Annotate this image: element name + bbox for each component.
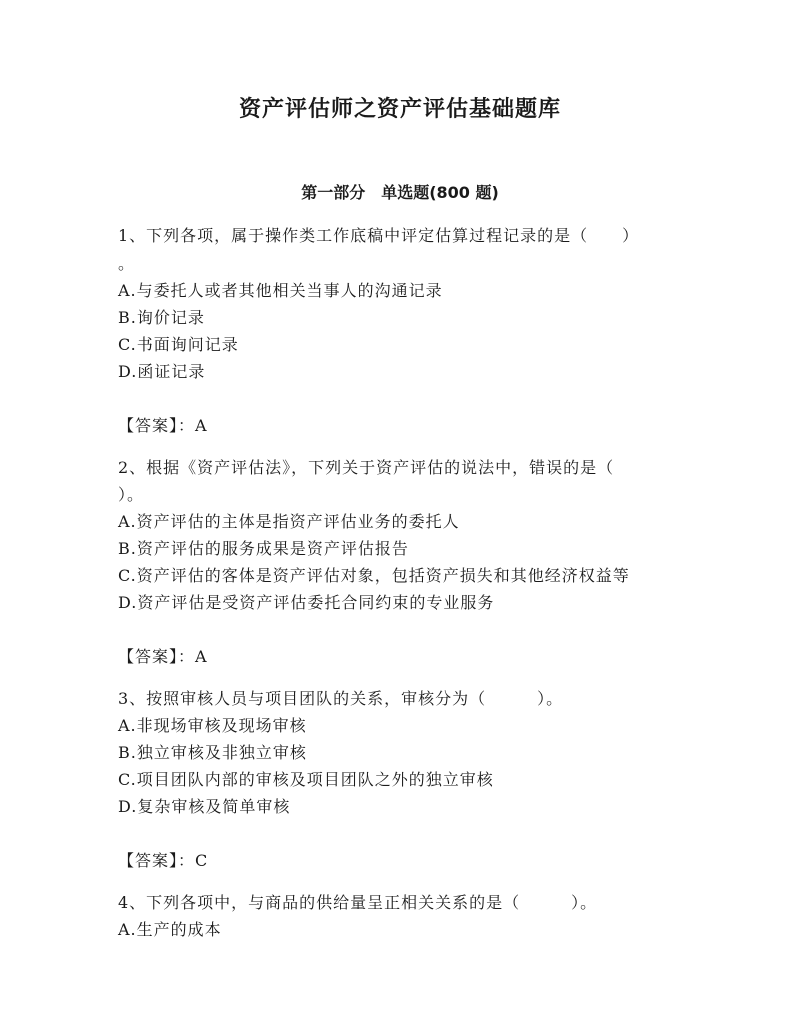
question-1-option-d: D.函证记录 [118,362,206,381]
question-4-stem: 4、下列各项中，与商品的供给量呈正相关关系的是（ ）。 [118,893,598,912]
question-3-option-c: C.项目团队内部的审核及项目团队之外的独立审核 [118,770,494,789]
question-2-option-b: B.资产评估的服务成果是资产评估报告 [118,539,409,558]
question-1-option-a: A.与委托人或者其他相关当事人的沟通记录 [118,281,443,300]
question-2-answer: 【答案】：A [118,647,208,666]
page-title: 资产评估师之资产评估基础题库 [238,97,561,122]
question-1-option-b: B.询价记录 [118,308,205,327]
question-3-option-b: B.独立审核及非独立审核 [118,743,307,762]
question-3-option-a: A.非现场审核及现场审核 [118,716,307,735]
question-1-stem-line-1: 1、下列各项，属于操作类工作底稿中评定估算过程记录的是（ ） [118,226,640,245]
question-2-stem-line-2: ）。 [118,485,145,504]
question-2-option-d: D.资产评估是受资产评估委托合同约束的专业服务 [118,593,495,612]
question-1-stem-line-2: 。 [118,254,136,273]
question-2-stem-line-1: 2、根据《资产评估法》，下列关于资产评估的说法中，错误的是（ [118,458,615,477]
question-3-answer: 【答案】：C [118,851,209,870]
question-3-option-d: D.复杂审核及简单审核 [118,797,291,816]
section-title: 第一部分 单选题(800 题) [301,183,499,202]
question-1-answer: 【答案】：A [118,416,208,435]
question-2-option-a: A.资产评估的主体是指资产评估业务的委托人 [118,512,460,531]
question-4-option-a: A.生产的成本 [118,920,222,939]
question-3-stem: 3、按照审核人员与项目团队的关系，审核分为（ ）。 [118,689,564,708]
question-2-option-c: C.资产评估的客体是资产评估对象，包括资产损失和其他经济权益等 [118,566,630,585]
question-1-option-c: C.书面询问记录 [118,335,239,354]
